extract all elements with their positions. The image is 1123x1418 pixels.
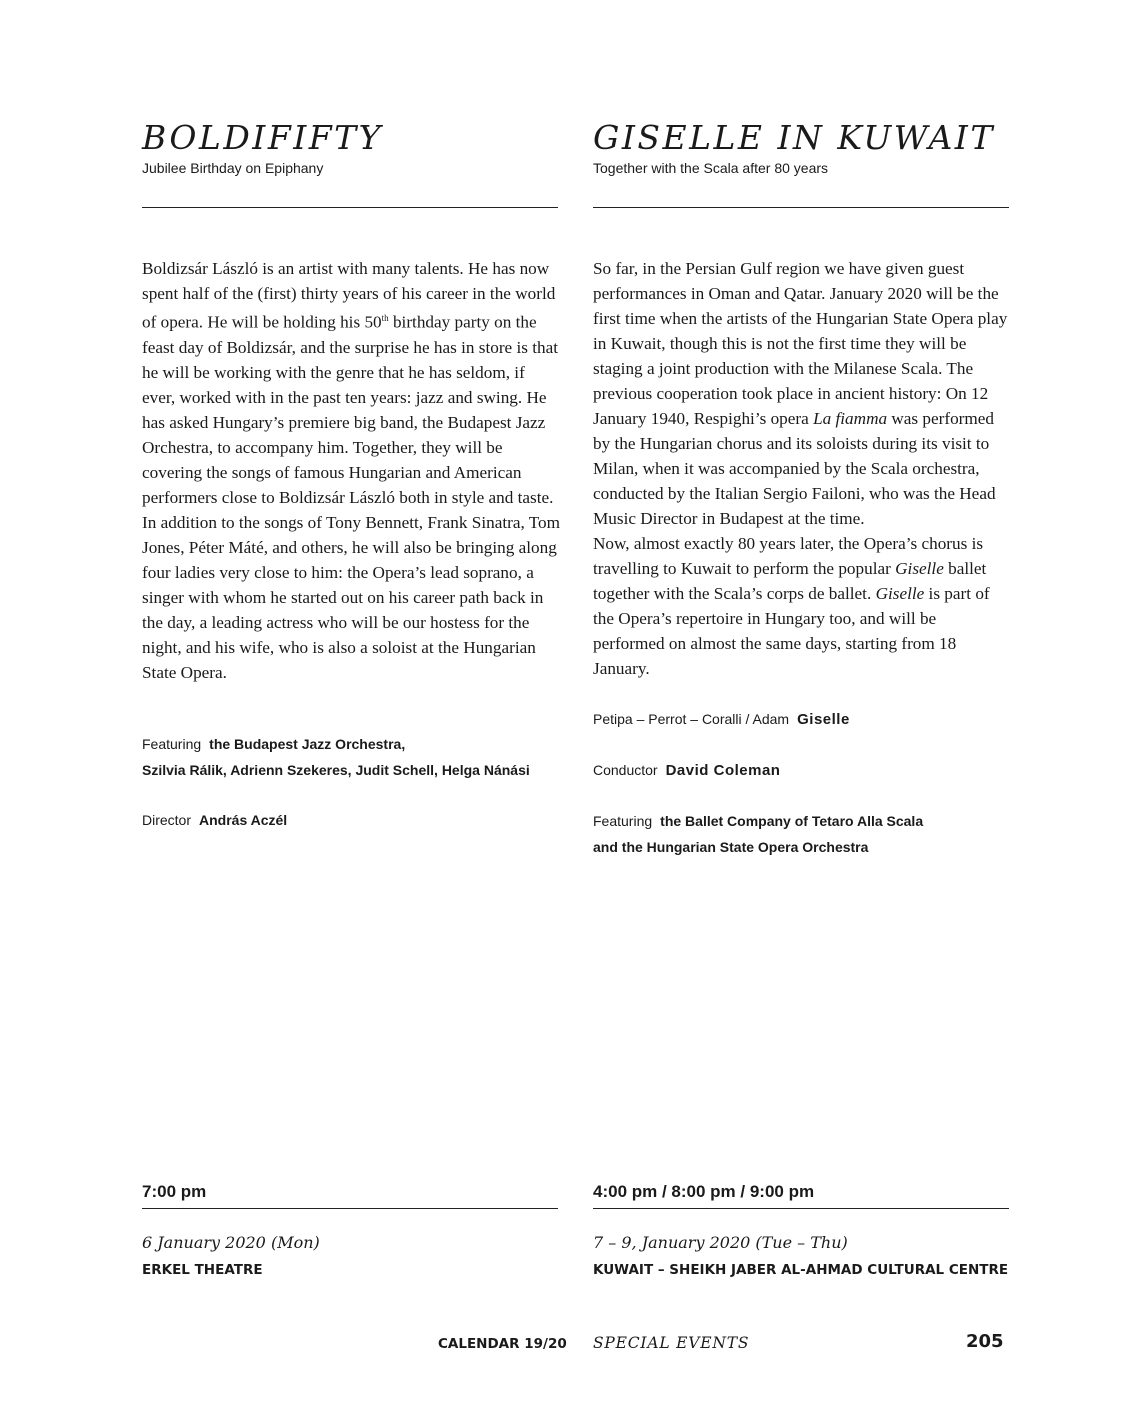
featuring-names: the Budapest Jazz Orchestra, — [209, 736, 406, 752]
event-time: 7:00 pm — [142, 1182, 207, 1201]
ballet-title: Giselle — [875, 584, 925, 603]
featuring-line-2 — [142, 757, 560, 783]
footer-section-label: SPECIAL EVENTS — [593, 1334, 750, 1352]
work-authors: Petipa – Perrot – Coralli / Adam — [593, 711, 790, 727]
ballet-title: Giselle — [895, 559, 944, 578]
event-description — [142, 256, 560, 685]
conductor-line — [593, 757, 1011, 784]
event-description — [593, 256, 1011, 681]
description-paragraph — [593, 256, 1011, 531]
header-divider — [142, 207, 558, 208]
featuring-line — [142, 731, 560, 757]
opera-title: La fiamma — [813, 409, 888, 428]
director-label: Director — [142, 812, 192, 828]
schedule-divider — [593, 1208, 1009, 1209]
description-text: ballet together with the Scala’s corps de ballet. — [593, 559, 987, 603]
work-line — [593, 706, 1011, 733]
featuring-label: Featuring — [142, 736, 202, 752]
featuring-line-2 — [593, 834, 1011, 860]
page-number: 205 — [966, 1331, 1004, 1352]
description-text: So far, in the Persian Gulf region we have given guest performances in Oman and Qatar. January 2020 will be the first time when the artists of the Hungarian State Opera play in Kuwait, though this is not the first time they will be staging a joint production with the Milanese Scala. The previous cooperation took place in ancient history: On 12 January 1940, Respighi’s opera — [593, 259, 1008, 428]
description-text: was performed by the Hungarian chorus and its soloists during its visit to Milan, when it was accompanied by the Scala orchestra, conducted by the Italian Sergio Failoni, who was the Head Music Director in Budapest at the time. — [593, 409, 996, 528]
conductor-name: David Coleman — [665, 762, 781, 779]
description-paragraph — [593, 531, 1011, 681]
description-text: Now, almost exactly 80 years later, the Opera’s chorus is travelling to Kuwait to perform the popular — [593, 534, 984, 578]
conductor-label: Conductor — [593, 762, 658, 778]
director-line — [142, 807, 560, 833]
featuring-line — [593, 808, 1011, 834]
ordinal-superscript: th — [381, 313, 389, 323]
schedule-divider — [142, 1208, 558, 1209]
event-credits — [593, 706, 1011, 860]
featuring-names: Szilvia Rálik, Adrienn Szekeres, Judit Schell, Helga Nánási — [142, 762, 530, 778]
event-credits — [142, 731, 560, 833]
event-time: 4:00 pm / 8:00 pm / 9:00 pm — [593, 1182, 815, 1201]
footer-calendar-label: CALENDAR 19/20 — [438, 1336, 567, 1352]
description-text: is part of the Opera’s repertoire in Hungary too, and will be performed on almost the same days, starting from 18 January. — [593, 584, 990, 678]
event-subtitle: Together with the Scala after 80 years — [593, 160, 829, 176]
director-name: András Aczél — [199, 812, 288, 828]
event-title: BOLDIFIFTY — [142, 118, 383, 157]
featuring-label: Featuring — [593, 813, 653, 829]
event-venue: ERKEL THEATRE — [142, 1262, 263, 1278]
event-date: 7 – 9, January 2020 (Tue – Thu) — [593, 1233, 848, 1252]
event-date: 6 January 2020 (Mon) — [142, 1233, 320, 1252]
description-text: birthday party on the feast day of Boldizsár, and the surprise he has in store is that he will be working with the genre that he has seldom, if ever, worked with in the past ten years: jazz and swing. He has asked Hungary’s premiere big band, the Budapest Jazz Orchestra, to accompany him. Together, they will be covering the songs of famous Hungarian and American performers close to Boldizsár László both in style and taste. In addition to the songs of Tony Bennett, Frank Sinatra, Tom Jones, Péter Máté, and others, he will also be bringing along four ladies very close to him: the Opera’s lead soprano, a singer with whom he started out on his career path back in the day, a leading actress who will be our hostess for the night, and his wife, who is also a soloist at the Hungarian State Opera. — [142, 312, 561, 682]
featuring-names: the Ballet Company of Tetaro Alla Scala — [660, 813, 924, 829]
description-paragraph — [142, 256, 560, 685]
work-title: Giselle — [797, 711, 850, 728]
event-subtitle: Jubilee Birthday on Epiphany — [142, 160, 324, 176]
event-title: GISELLE IN KUWAIT — [593, 118, 995, 157]
description-text: Boldizsár László is an artist with many talents. He has now spent half of the (first) thirty years of his career in the world of opera. He will be holding his 50 — [142, 259, 556, 332]
featuring-names: and the Hungarian State Opera Orchestra — [593, 839, 869, 855]
event-venue: KUWAIT – SHEIKH JABER AL-AHMAD CULTURAL CENTRE — [593, 1262, 1009, 1278]
header-divider — [593, 207, 1009, 208]
